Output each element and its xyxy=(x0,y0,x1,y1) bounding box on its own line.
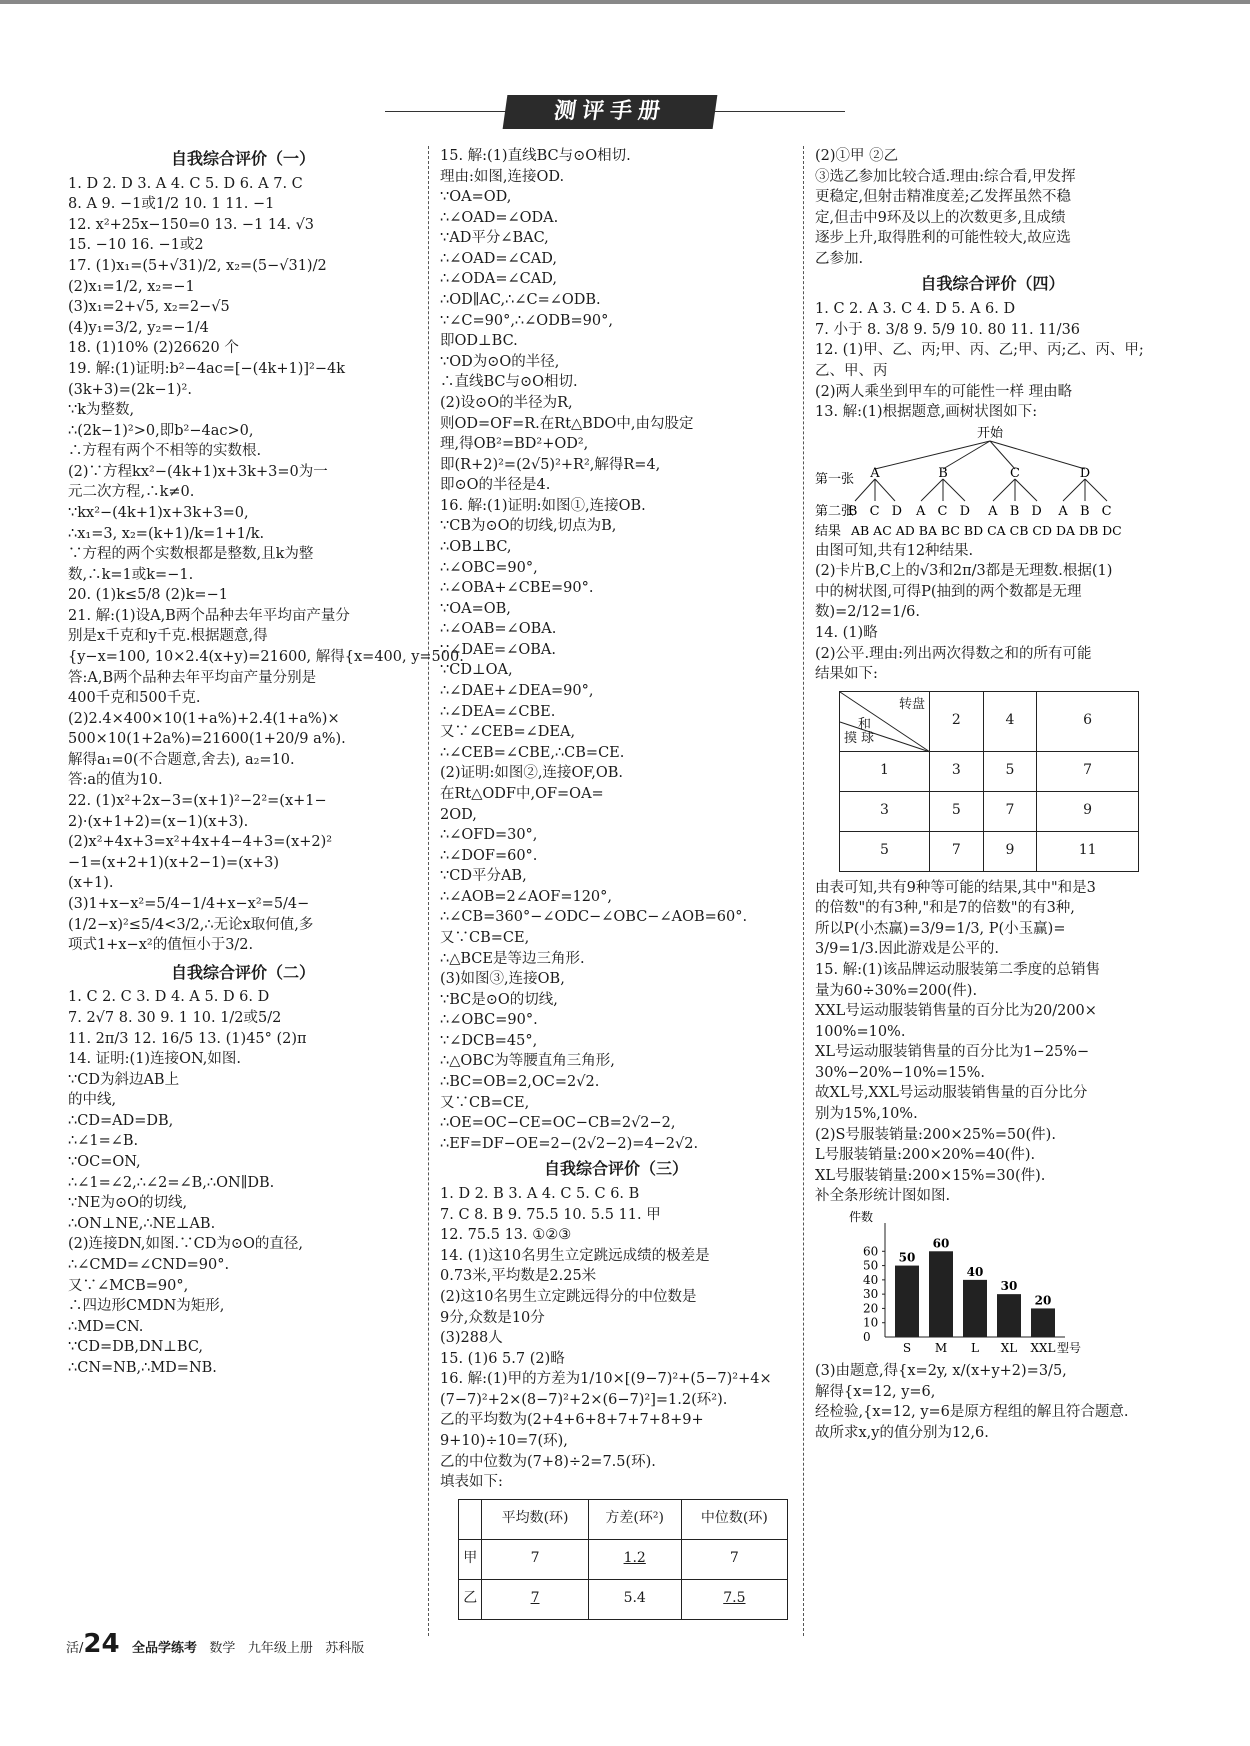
x-tick-label: S xyxy=(902,1340,912,1355)
table-cell xyxy=(459,1579,482,1619)
bar-value-label: 40 xyxy=(966,1264,984,1279)
answer-line: 数,∴k=1或k=−1. xyxy=(68,566,194,583)
answer-block xyxy=(815,299,1170,422)
footer-prefix: 活/ xyxy=(66,1641,84,1656)
answer-line: ∵CD⊥OA, xyxy=(440,662,513,679)
answer-line: 7. 2√7 8. 30 9. 1 10. 1/2或5/2 xyxy=(68,1009,282,1026)
tree-root: 开始 xyxy=(976,425,1004,441)
answer-line: 故所求x,y的值分别为12,6. xyxy=(815,1424,989,1441)
answer-line: (3)如图③,连接OB, xyxy=(440,971,565,988)
cell-value: 7 xyxy=(729,1550,739,1567)
footer-grade: 九年级上册 xyxy=(247,1641,313,1656)
answer-line: ∴∠DAE+∠DEA=90°, xyxy=(440,683,594,700)
table-header: 方差(环²) xyxy=(588,1499,681,1539)
answer-line: 的倍数"的有3种,"和是7的倍数"的有3种, xyxy=(815,900,1075,917)
answer-line: 17. (1)x₁=(5+√31)/2, x₂=(5−√31)/2 xyxy=(68,258,327,275)
answer-block xyxy=(440,1184,792,1493)
answer-line: L号服装销量:200×20%=40(件). xyxy=(815,1147,1036,1164)
answer-line: (2)x²+4x+3=x²+4x+4−4+3=(x+2)² xyxy=(68,834,333,851)
answer-line: (2)连接DN,如图.∵CD为⊙O的直径, xyxy=(68,1236,304,1253)
cell-value: 甲 xyxy=(463,1550,478,1567)
answer-line: 乙参加. xyxy=(815,250,864,267)
answer-block xyxy=(815,146,1170,269)
answer-line: XL号运动服装销售量的百分比为1−25%− xyxy=(815,1044,1090,1061)
x-tick-label: L xyxy=(971,1340,979,1355)
tree-row-label: 第二张 xyxy=(815,503,855,519)
bar-value-label: 20 xyxy=(1034,1293,1052,1308)
answer-line: (1/2−x)²≤5/4<3/2,∴无论x取何值,多 xyxy=(68,916,314,933)
answer-line: 21. 解:(1)设A,B两个品种去年平均亩产量分 xyxy=(68,607,350,624)
tree-leaves: B C D xyxy=(847,503,903,519)
answer-line: ∴ON⊥NE,∴NE⊥AB. xyxy=(68,1215,216,1232)
answer-line: ∴∠OBC=90°. xyxy=(440,1012,538,1029)
answer-line: ∴EF=DF−OE=2−(2√2−2)=4−2√2. xyxy=(440,1135,699,1152)
answer-line: (3)由题意,得{x=2y, x/(x+y+2)=3/5, xyxy=(815,1362,1067,1379)
table-header: 6 xyxy=(1037,691,1139,751)
answer-line: 理由:如图,连接OD. xyxy=(440,168,565,185)
y-tick-label: 50 xyxy=(863,1258,879,1273)
answer-line: 13. 解:(1)根据题意,画树状图如下: xyxy=(815,404,1038,421)
answer-line: −1=(x+2+1)(x+2−1)=(x+3) xyxy=(68,854,280,871)
top-edge xyxy=(0,0,1250,4)
answer-line: 0.73米,平均数是2.25米 xyxy=(440,1268,597,1285)
answer-line: 14. (1)略 xyxy=(815,624,878,641)
answer-line: 12. (1)甲、乙、丙;甲、丙、乙;甲、丙;乙、丙、甲; xyxy=(815,342,1144,359)
footer-subject: 数学 xyxy=(209,1641,236,1656)
column-separator xyxy=(803,146,804,1636)
answer-line: ∵CD平分AB, xyxy=(440,868,527,885)
table-cell xyxy=(482,1539,588,1579)
table-cell: 3 xyxy=(930,751,984,791)
column-separator xyxy=(428,146,429,1636)
answer-line: 2)·(x+1+2)=(x−1)(x+3). xyxy=(68,813,249,830)
banner-title: 测评手册 xyxy=(503,95,718,129)
table-cell: 3 xyxy=(840,791,930,831)
answer-line: 16. 解:(1)证明:如图①,连接OB. xyxy=(440,497,646,514)
answer-line: ∵AD平分∠BAC, xyxy=(440,230,549,247)
answer-line: ∴∠OAB=∠OBA. xyxy=(440,621,557,638)
bar xyxy=(929,1251,953,1337)
answer-line: 所以P(小杰赢)=3/9=1/3, P(小玉赢)= xyxy=(815,920,1066,937)
y-tick-label: 30 xyxy=(863,1287,879,1302)
answer-line: 14. 证明:(1)连接ON,如图. xyxy=(68,1051,241,1068)
answer-line: ∴直线BC与⊙O相切. xyxy=(440,374,578,391)
answer-line: (4)y₁=3/2, y₂=−1/4 xyxy=(68,319,209,336)
cell-value: 乙 xyxy=(463,1590,478,1607)
answer-line: ∴OB⊥BC, xyxy=(440,538,512,555)
answer-line: ∴∠OBA+∠CBE=90°. xyxy=(440,580,594,597)
answer-line: ∴(2k−1)²>0,即b²−4ac>0, xyxy=(68,422,254,439)
answer-line: 中的树状图,可得P(抽到的两个数都是无理 xyxy=(815,583,1082,600)
y-tick-label: 40 xyxy=(863,1272,879,1287)
table-header: 4 xyxy=(983,691,1037,751)
answer-line: ∵CD为斜边AB上 xyxy=(68,1071,180,1088)
answer-line: ∵∠DCB=45°, xyxy=(440,1032,538,1049)
answer-line: 9+10)÷10=7(环), xyxy=(440,1432,568,1449)
answer-line: 500×10(1+2a%)=21600(1+20/9 a%). xyxy=(68,731,346,748)
answer-line: XL号服装销量:200×15%=30(件). xyxy=(815,1167,1046,1184)
table-cell xyxy=(681,1579,787,1619)
answer-line: 22. (1)x²+2x−3=(x+1)²−2²=(x+1− xyxy=(68,793,327,810)
table-cell: 1 xyxy=(840,751,930,791)
answer-block xyxy=(815,541,1170,685)
answer-line: 又∵CB=CE, xyxy=(440,929,530,946)
answer-line: 20. (1)k≤5/8 (2)k=−1 xyxy=(68,587,228,604)
tree-leaves: A B D xyxy=(988,503,1042,519)
answer-line: (2)S号服装销量:200×25%=50(件). xyxy=(815,1126,1056,1143)
answer-line: (2)两人乘坐到甲车的可能性一样 理由略 xyxy=(815,383,1073,400)
cell-value: 7.5 xyxy=(723,1590,746,1607)
column-3 xyxy=(815,146,1170,1646)
answer-block xyxy=(815,878,1170,1207)
answer-line: ∴∠OBC=90°, xyxy=(440,559,538,576)
footer-book: 全品学练考 xyxy=(131,1641,197,1656)
answer-line: 由图可知,共有12种结果. xyxy=(815,542,974,559)
tree-node: D xyxy=(1079,465,1091,481)
answer-line: (3)288人 xyxy=(440,1330,503,1347)
answer-line: ∴CD=AD=DB, xyxy=(68,1112,174,1129)
answer-line: ∵∠C=90°,∴∠ODB=90°, xyxy=(440,312,613,329)
answer-line: 别是x千克和y千克.根据题意,得 xyxy=(68,628,268,645)
answer-line: 解得{x=12, y=6, xyxy=(815,1383,936,1400)
answer-line: ∴四边形CMDN为矩形, xyxy=(68,1298,225,1315)
tree-node: B xyxy=(938,465,948,481)
answer-line: ∴∠CB=360°−∠ODC−∠OBC−∠AOB=60°. xyxy=(440,909,748,926)
tree-diagram xyxy=(815,423,1145,541)
tree-node: A xyxy=(870,465,880,481)
x-axis-label: 型号 xyxy=(1057,1340,1082,1355)
answer-block xyxy=(440,146,792,1154)
answer-line: ∵CD=DB,DN⊥BC, xyxy=(68,1339,204,1356)
tree-result-label: 结果 xyxy=(815,523,842,539)
cell-value: 5.4 xyxy=(623,1590,646,1607)
answer-line: ∴∠ODA=∠CAD, xyxy=(440,271,557,288)
answer-line: 即OD⊥BC. xyxy=(440,333,518,350)
answer-line: ∴方程有两个不相等的实数根. xyxy=(68,443,262,460)
table-cell xyxy=(459,1539,482,1579)
answer-line: 1. D 2. B 3. A 4. C 5. C 6. B xyxy=(440,1186,640,1203)
column-2 xyxy=(440,146,792,1646)
answer-line: (2)卡片B,C上的√3和2π/3都是无理数.根据(1) xyxy=(815,563,1113,580)
answer-line: 1. C 2. A 3. C 4. D 5. A 6. D xyxy=(815,301,1016,318)
table-cell: 7 xyxy=(983,791,1037,831)
answer-line: ∴OD∥AC,∴∠C=∠ODB. xyxy=(440,292,601,309)
table-cell: 5 xyxy=(983,751,1037,791)
answer-line: 1. D 2. D 3. A 4. C 5. D 6. A 7. C xyxy=(68,175,303,192)
answer-line: 7. 小于 8. 3/8 9. 5/9 10. 80 11. 11/36 xyxy=(815,321,1081,338)
answer-line: (3)x₁=2+√5, x₂=2−√5 xyxy=(68,299,230,316)
answer-line: {y−x=100, 10×2.4(x+y)=21600, 解得{x=400, y=500. xyxy=(68,649,464,666)
answer-line: 8. A 9. −1或1/2 10. 1 11. −1 xyxy=(68,196,275,213)
page-number: 24 xyxy=(83,1629,120,1659)
answer-line: (2)公平.理由:列出两次得数之和的所有可能 xyxy=(815,645,1092,662)
section-title: 自我综合评价（二） xyxy=(170,962,315,982)
section-title: 自我综合评价（四） xyxy=(920,274,1065,294)
answer-line: 乙的中位数为(7+8)÷2=7.5(环). xyxy=(440,1453,656,1470)
cell-value: 7 xyxy=(530,1550,540,1567)
answer-line: 7. C 8. B 9. 75.5 10. 5.5 11. 甲 xyxy=(440,1206,661,1223)
table-cell xyxy=(681,1539,787,1579)
answer-line: ∴∠CEB=∠CBE,∴CB=CE. xyxy=(440,744,625,761)
table-cell xyxy=(588,1539,681,1579)
sum-table xyxy=(839,691,1139,872)
answer-line: ∴∠OAD=∠CAD, xyxy=(440,250,557,267)
table-cell: 5 xyxy=(930,791,984,831)
bar xyxy=(895,1266,919,1337)
answer-line: ∴∠1=∠2,∴∠2=∠B,∴ON∥DB. xyxy=(68,1174,275,1191)
answer-line: ∵OA=OB, xyxy=(440,600,511,617)
y-tick-label: 60 xyxy=(863,1244,879,1259)
answer-line: 的中线, xyxy=(68,1092,117,1109)
answer-line: 故XL号,XXL号运动服装销售量的百分比分 xyxy=(815,1085,1088,1102)
tree-edges xyxy=(855,441,1107,501)
page-footer xyxy=(66,1626,364,1663)
answer-line: 11. 2π/3 12. 16/5 13. (1)45° (2)π xyxy=(68,1030,307,1047)
answer-line: 元二次方程,∴k≠0. xyxy=(68,484,195,501)
bar xyxy=(1031,1308,1055,1337)
answer-line: ∵OA=OD, xyxy=(440,189,512,206)
answer-line: 100%=10%. xyxy=(815,1023,906,1040)
answer-line: (7−7)²+2×(8−7)²+2×(6−7)²]=1.2(环²). xyxy=(440,1391,728,1408)
answer-line: 答:a的值为10. xyxy=(68,772,163,789)
answer-line: 9分,众数是10分 xyxy=(440,1309,545,1326)
answer-line: 理,得OB²=BD²+OD², xyxy=(440,436,589,453)
answer-line: 15. 解:(1)该品牌运动服装第二季度的总销售 xyxy=(815,962,1101,979)
tree-node: C xyxy=(1010,465,1020,481)
answer-line: 更稳定,但射击精准度差;乙发挥虽然不稳 xyxy=(815,189,1071,206)
answer-line: 1. C 2. C 3. D 4. A 5. D 6. D xyxy=(68,989,270,1006)
table-header: 中位数(环) xyxy=(681,1499,787,1539)
bar-value-label: 60 xyxy=(932,1236,950,1251)
answer-block xyxy=(815,1361,1170,1443)
answer-line: 12. x²+25x−150=0 13. −1 14. √3 xyxy=(68,216,315,233)
corner-label: 和 xyxy=(858,716,872,732)
cell-value: 7 xyxy=(530,1590,540,1607)
answer-line: ∴OE=OC−CE=OC−CB=2√2−2, xyxy=(440,1115,676,1132)
answer-line: 2OD, xyxy=(440,806,477,823)
answer-line: (2)x₁=1/2, x₂=−1 xyxy=(68,278,195,295)
bar xyxy=(963,1280,987,1337)
answer-line: 量为60÷30%=200(件). xyxy=(815,982,978,999)
tree-row-label: 第一张 xyxy=(815,471,855,487)
y-tick-label: 10 xyxy=(863,1315,879,1330)
answer-line: ∴∠1=∠B. xyxy=(68,1133,139,1150)
answer-line: ∵OC=ON, xyxy=(68,1154,141,1171)
table-cell: 9 xyxy=(983,831,1037,871)
answer-line: (x+1). xyxy=(68,875,114,892)
answer-line: ∵k为整数, xyxy=(68,402,135,419)
table-cell: 7 xyxy=(930,831,984,871)
y-tick-label: 20 xyxy=(863,1301,879,1316)
answer-line: 逐步上升,取得胜利的可能性较大,故应选 xyxy=(815,230,1071,247)
answer-line: 14. (1)这10名男生立定跳远成绩的极差是 xyxy=(440,1247,710,1264)
x-tick-label: XL xyxy=(1000,1340,1018,1355)
table-cell: 9 xyxy=(1037,791,1139,831)
answer-line: 又∵∠MCB=90°, xyxy=(68,1277,189,1294)
answer-line: 答:A,B两个品种去年平均亩产量分别是 xyxy=(68,669,317,686)
answer-line: ∴∠DEA=∠CBE. xyxy=(440,703,556,720)
section-title: 自我综合评价（一） xyxy=(170,149,315,168)
answer-line: ∴x₁=3, x₂=(k+1)/k=1+1/k. xyxy=(68,525,265,542)
answer-block xyxy=(68,987,418,1378)
answer-line: ∵∠DAE=∠OBA. xyxy=(440,641,556,658)
page-banner xyxy=(385,95,845,129)
answer-line: 则OD=OF=R.在Rt△BDO中,由勾股定 xyxy=(440,415,694,432)
answer-line: 补全条形统计图如图. xyxy=(815,1188,951,1205)
answer-line: ∵CB为⊙O的切线,切点为B, xyxy=(440,518,617,535)
answer-line: 19. 解:(1)证明:b²−4ac=[−(4k+1)]²−4k xyxy=(68,360,346,377)
answer-line: 乙、甲、丙 xyxy=(815,362,888,379)
y-axis-label: 件数 xyxy=(849,1209,874,1224)
answer-line: 填表如下: xyxy=(440,1474,503,1491)
answer-line: ∵方程的两个实数根都是整数,且k为整 xyxy=(68,546,314,563)
answer-line: ∴BC=OB=2,OC=2√2. xyxy=(440,1074,600,1091)
answer-line: ③选乙参加比较合适.理由:综合看,甲发挥 xyxy=(815,168,1076,185)
answer-line: 又∵CB=CE, xyxy=(440,1094,530,1111)
variance-table xyxy=(458,1499,788,1620)
answer-line: 解得a₁=0(不合题意,舍去), a₂=10. xyxy=(68,751,295,768)
bar-value-label: 50 xyxy=(898,1250,916,1265)
table-cell: 7 xyxy=(1037,751,1139,791)
answer-line: 在Rt△ODF中,OF=OA= xyxy=(440,785,604,802)
answer-line: 乙的平均数为(2+4+6+8+7+7+8+9+ xyxy=(440,1412,704,1429)
answer-line: 30%−20%−10%=15%. xyxy=(815,1064,985,1081)
table-corner xyxy=(840,691,930,751)
answer-line: ∴MD=CN. xyxy=(68,1318,144,1335)
table-cell: 5 xyxy=(840,831,930,871)
answer-line: ∴∠OAD=∠ODA. xyxy=(440,209,559,226)
answer-line: XXL号运动服装销售量的百分比为20/200× xyxy=(815,1003,1097,1020)
answer-line: 项式1+x−x²的值恒小于3/2. xyxy=(68,937,254,954)
y-tick-label: 0 xyxy=(863,1329,871,1344)
answer-line: 18. (1)10% (2)26620 个 xyxy=(68,340,239,357)
table-header: 2 xyxy=(930,691,984,751)
answer-line: 400千克和500千克. xyxy=(68,690,201,707)
answer-line: (2)设⊙O的半径为R, xyxy=(440,394,573,411)
answer-line: 又∵∠CEB=∠DEA, xyxy=(440,724,576,741)
cell-value: 1.2 xyxy=(623,1550,646,1567)
bar-value-label: 30 xyxy=(1000,1279,1018,1294)
answer-line: ∴△BCE是等边三角形. xyxy=(440,950,585,967)
answer-line: (2)∵方程kx²−(4k+1)x+3k+3=0为一 xyxy=(68,463,328,480)
answer-line: ∵kx²−(4k+1)x+3k+3=0, xyxy=(68,504,249,521)
tree-results: AB AC AD BA BC BD CA CB CD DA DB DC xyxy=(851,522,1122,538)
answer-line: 数)=2/12=1/6. xyxy=(815,604,920,621)
answer-line: 15. −10 16. −1或2 xyxy=(68,237,204,254)
answer-line: 16. 解:(1)甲的方差为1/10×[(9−7)²+(5−7)²+4× xyxy=(440,1371,772,1388)
answer-line: ∴CN=NB,∴MD=NB. xyxy=(68,1359,217,1376)
x-tick-label: M xyxy=(934,1340,948,1355)
table-header: 平均数(环) xyxy=(482,1499,588,1539)
answer-line: ∵NE为⊙O的切线, xyxy=(68,1195,188,1212)
section-title: 自我综合评价（三） xyxy=(543,1159,688,1179)
answer-line: ∴△OBC为等腰直角三角形, xyxy=(440,1053,615,1070)
answer-line: ∴∠CMD=∠CND=90°. xyxy=(68,1256,230,1273)
answer-line: ∴∠DOF=60°. xyxy=(440,847,538,864)
answer-line: 即(R+2)²=(2√5)²+R²,解得R=4, xyxy=(440,456,661,473)
answer-line: 别为15%,10%. xyxy=(815,1106,918,1123)
bar-chart xyxy=(845,1211,1085,1357)
answer-line: 12. 75.5 13. ①②③ xyxy=(440,1227,572,1244)
tree-leaves: A B C xyxy=(1058,503,1112,519)
answer-line: (3k+3)=(2k−1)². xyxy=(68,381,192,398)
answer-line: (2)①甲 ②乙 xyxy=(815,148,899,164)
answer-line: ∵OD为⊙O的半径, xyxy=(440,353,560,370)
table-cell xyxy=(482,1579,588,1619)
answer-line: 15. 解:(1)直线BC与⊙O相切. xyxy=(440,148,631,164)
answer-line: 经检验,{x=12, y=6是原方程组的解且符合题意. xyxy=(815,1404,1129,1421)
x-tick-label: XXL xyxy=(1030,1340,1056,1355)
answer-line: 定,但击中9环及以上的次数更多,且成绩 xyxy=(815,209,1066,226)
answer-line: 即⊙O的半径是4. xyxy=(440,477,551,494)
answer-line: ∴∠OFD=30°, xyxy=(440,827,538,844)
tree-leaves: A C D xyxy=(915,503,971,519)
answer-line: ∵BC是⊙O的切线, xyxy=(440,991,558,1008)
answer-line: 3/9=1/3.因此游戏是公平的. xyxy=(815,941,1000,958)
table-header xyxy=(459,1499,482,1539)
answer-line: 由表可知,共有9种等可能的结果,其中"和是3 xyxy=(815,879,1096,896)
corner-label: 转盘 xyxy=(898,696,925,712)
table-cell: 11 xyxy=(1037,831,1139,871)
footer-edition: 苏科版 xyxy=(325,1641,365,1656)
answer-line: (2)证明:如图②,连接OF,OB. xyxy=(440,765,623,782)
answer-line: 结果如下: xyxy=(815,666,878,683)
table-cell xyxy=(588,1579,681,1619)
bar xyxy=(997,1294,1021,1337)
answer-line: (3)1+x−x²=5/4−1/4+x−x²=5/4− xyxy=(68,895,310,912)
answer-line: 15. (1)6 5.7 (2)略 xyxy=(440,1350,565,1367)
answer-line: (2)这10名男生立定跳远得分的中位数是 xyxy=(440,1288,697,1305)
corner-label: 摸 球 xyxy=(844,731,875,747)
answer-line: ∴∠AOB=2∠AOF=120°, xyxy=(440,888,613,905)
answer-line: (2)2.4×400×10(1+a%)+2.4(1+a%)× xyxy=(68,710,340,727)
